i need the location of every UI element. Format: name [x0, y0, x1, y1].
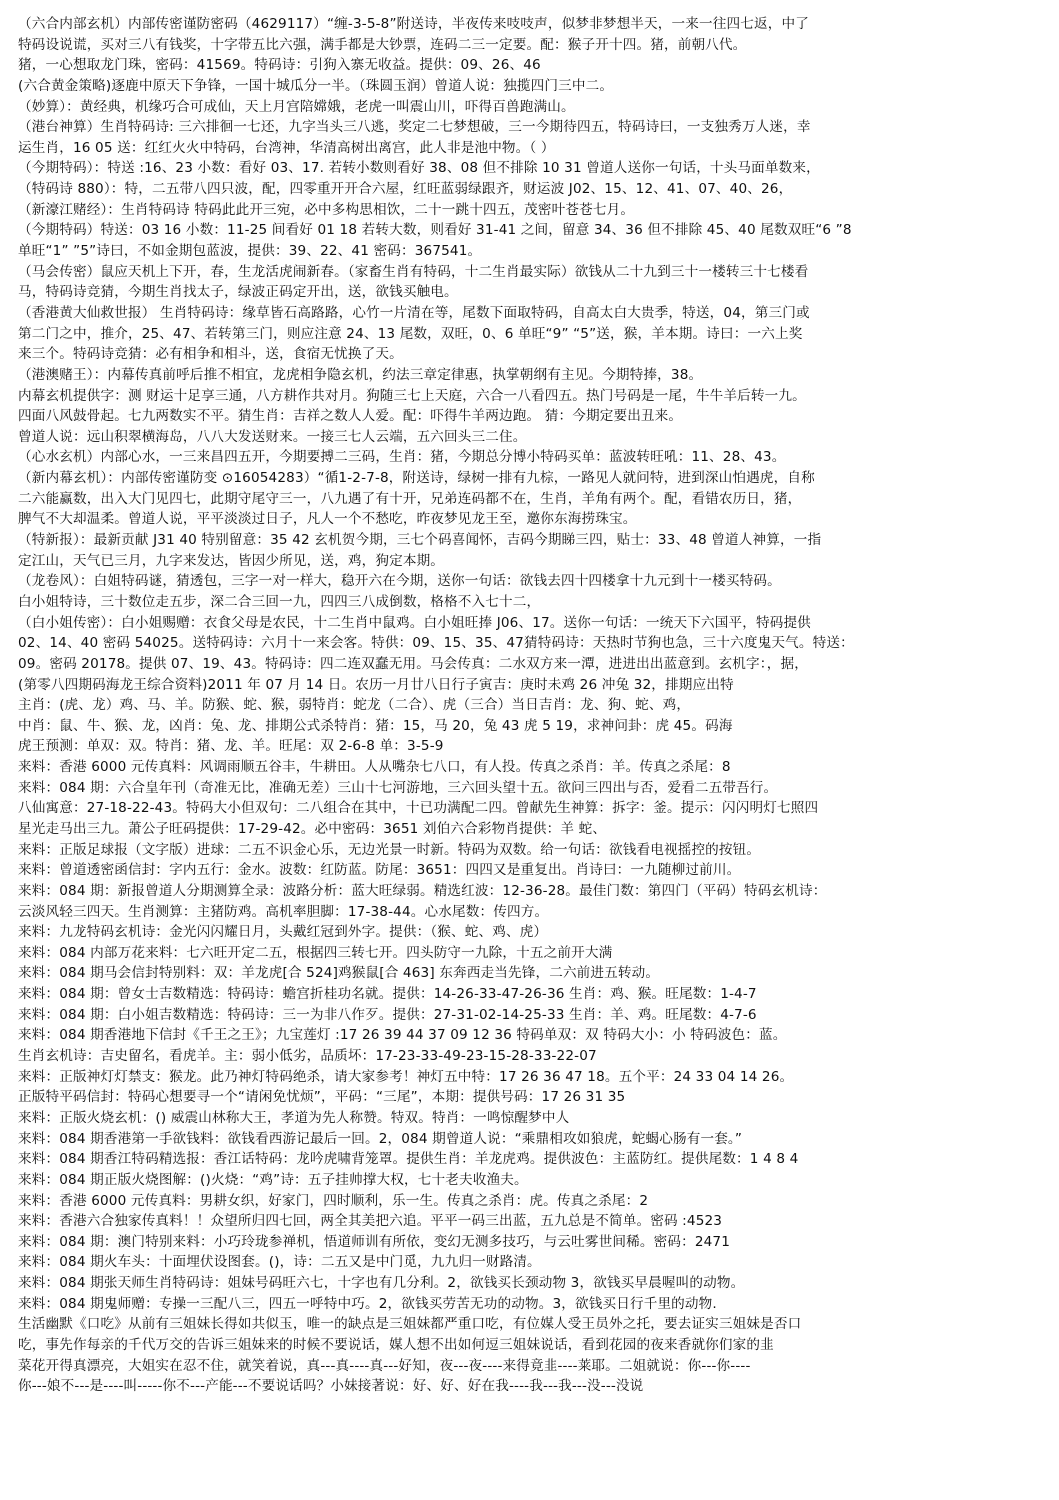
text-line: 马，特码诗竞猜，今期生肖找太子，绿波正码定开出，送，欲钱买触电。 [18, 284, 458, 301]
text-line: 正版特平码信封：特码心想要寻一个“请闲免忧烦”，平码：“三尾”，本期：提供号码：17 26 31 35 [18, 1089, 626, 1106]
text-line: 云淡风轻三四天。生肖测算：主猪防鸡。高机率胆脚：17-38-44。心水尾数：传四方。 [18, 903, 549, 920]
text-line: 来料：084 期正版火烧图解：()火烧：“鸡”诗：五子挂帅撑大权，七十老夫收渔夫。 [18, 1171, 528, 1188]
text-line: （心水玄机）内部心水，一三来昌四五开，今期要搏二三码，生肖：猪，今期总分博小特码买单：蓝波转旺吼：11、28、43。 [18, 449, 786, 466]
text-line: 来料：084 期：白小姐吉数精选：特码诗：三一为非八作歹。提供：27-31-02-14-25-33 生肖：羊、鸡。旺尾数：4-7-6 [18, 1006, 757, 1023]
text-line: 菜花开得真漂亮，大姐实在忍不住，就笑着说，真---真----真---好知，夜---夜----来得竟韭----莱耶。二姐就说：你---你---- [18, 1357, 751, 1374]
text-line [18, 1397, 1044, 1418]
text-line: （特新报）：最新贡献 J31 40 特别留意：35 42 玄机贺今期，三七个码喜闻怀，吉码今期睇三四，贴士：33、48 曾道人神算，一指 [18, 532, 822, 549]
text-line: 来三个。特码诗竞猜：必有相争和相斗，送，食宿无忧换了天。 [18, 346, 403, 363]
text-line: 来料：正版足球报（文字版）进球：二五不识金心乐，无边光景一时新。特码为双数。给一句话：欲钱看电视摇控的按钮。 [18, 841, 761, 858]
text-line: （香港黄大仙救世报） 生肖特码诗：缘草皆石高路路，心竹一片清在等，尾数下面取特码，自高太白大贵季，特送，04，第三门或 [18, 304, 810, 321]
text-line: 虎王预测：单双：双。特肖：猪、龙、羊。旺尾：双 2-6-8 单：3-5-9 [18, 738, 444, 755]
text-line: 来料：084 期：曾女士吉数精选：特码诗：蟾宫折桂功名就。提供：14-26-33-47-26-36 生肖：鸡、猴。旺尾数：1-4-7 [18, 986, 757, 1003]
text-line: 内幕玄机提供字：测 财运十足享三通，八方耕作共对月。狗随三七上天庭，六合一八看四五。热门号码是一尾，牛牛羊后转一九。 [18, 387, 806, 404]
text-line: 你---娘不---是----叫-----你不---产能---不要说话吗？小妹接著说：好、好、好在我----我---我---没---没说 [18, 1378, 644, 1395]
text-line: （白小姐传密）：白小姐赐赠：衣食父母是农民，十二生肖中鼠鸡。白小姐旺捧 J06、17。送你一句话：一统天下六国平，特码提供 [18, 614, 811, 631]
text-line: （龙卷风）：白姐特码谜，猜透包，三字一对一样大，稳开六在今期，送你一句话：欲钱去四十四楼拿十九元到十一楼买特码。 [18, 573, 781, 590]
text-line: 曾道人说：远山积翠横海岛，八八大发送财来。一接三七人云端，五六回头三二住。 [18, 428, 527, 445]
text-line: (六合黄金策略)逐鹿中原天下争锋，一国十城瓜分一半。（珠圆玉润）曾道人说：独揽四门三中二。 [18, 77, 614, 94]
text-line: 生活幽默《口吃》从前有三姐妹长得如共似玉，唯一的缺点是三姐妹都严重口吃，有位媒人受王员外之托，要去证实三姐妹是否口 [18, 1316, 802, 1333]
text-line: 四面八风鼓骨起。七九两数实不平。猜生肖：吉祥之数人人爱。配：吓得牛羊两边跑。 猜：今期定要出丑来。 [18, 408, 683, 425]
text-line: 来料：曾道透密函信封：字内五行：金水。波数：红防蓝。防尾：3651：四四又是重复出。肖诗曰：一九随柳过前川。 [18, 862, 741, 879]
text-line: 来料：正版神灯灯禁支：猴龙。此乃神灯特码绝杀，请大家参考！神灯五中特：17 26 36 47 18。五个平：24 33 04 14 26。 [18, 1068, 794, 1085]
text-line: (第零八四期码海龙王综合资料)2011 年 07 月 14 日。农历一月廿八日行子寅吉：庚时未鸡 26 冲兔 32，排期应出特 [18, 676, 734, 693]
text-line: （新内幕玄机）：内部传密谨防变 ⊙16054283）“循1-2-7-8，附送诗，绿树一排有九棕，一路见人就问特，进到深山怕遇虎，自称 [18, 470, 815, 487]
text-line: 来料：香港六合独家传真料！！众望所归四七回，两全其美把六追。平平一码三出蓝，五九总是不简单。密码 :4523 [18, 1213, 723, 1230]
text-line: （妙算）：黄经典，机缘巧合可成仙，天上月宫陪嫦娥，老虎一叫震山川，吓得百兽跑满山。 [18, 98, 575, 115]
text-line: 来料：084 期火车头：十面埋伏设图套。()，诗：二五又是中门觅，九九归一财路清。 [18, 1254, 541, 1271]
text-line: 单旺“1” ”5”诗曰，不如金期包蓝波，提供：39、22、41 密码：367541。 [18, 243, 482, 260]
text-line: 02、14、40 密码 54025。送特码诗：六月十一来会客。特供：09、15、35、47猜特码诗：天热时节狗也急，三十六度鬼天气。特送： [18, 635, 854, 652]
text-line: 定江山，天气已三月，九字来发达，皆因少所见，送，鸡，狗定本期。 [18, 552, 445, 569]
text-line: 星光走马出三九。萧公子旺码提供：17-29-42。必中密码：3651 刘伯六合彩物肖提供：羊 蛇、 [18, 820, 607, 837]
text-line: 来料：香港 6000 元传真料：男耕女织，好家门，四时顺利，乐一生。传真之杀肖：虎。传真之杀尾：2 [18, 1192, 649, 1209]
text-line: 来料：084 期香江特码精选报：香江话特码：龙吟虎啸背笼罩。提供生肖：羊龙虎鸡。提供波色：主蓝防红。提供尾数：1 4 8 4 [18, 1151, 799, 1168]
text-line: 来料：084 期香港地下信封《千王之王》；九宝莲灯 :17 26 39 44 37 09 12 36 特码单双：双 特码大小：小 特码波色：蓝。 [18, 1027, 787, 1044]
text-line: 第二门之中，推介，25、47、若转第三门，则应注意 24、13 尾数，双旺，0、6 单旺“9” “5”送，猴，羊本期。诗曰：一六上奖 [18, 325, 803, 342]
text-line: （新濠江赌经）：生肖特码诗 特码此此开三宛，必中多构思相饮，二十一跳十四五，茂密叶苍苍七月。 [18, 201, 635, 218]
text-line: 特码设说谎，买对三八有钱奖，十字带五比六强，满手都是大钞票，连码二三一定要。配：猴子开十四。猪，前朝八代。 [18, 36, 747, 53]
text-line: 来料：084 期马会信封特别料：双：羊龙虎[合 524]鸡猴鼠[合 463] 东奔西走当先锋，二六前进五转动。 [18, 965, 660, 982]
text-line: 来料：九龙特码玄机诗：金光闪闪耀日月，头戴红冠到外字。提供：（猴、蛇、鸡、虎） [18, 924, 548, 941]
text-line: 主肖：(虎、龙）鸡、马、羊。防猴、蛇、猴，弱特肖：蛇龙（二合）、虎（三合）当日吉肖：龙、狗、蛇、鸡， [18, 697, 691, 714]
text-line: 来料：香港 6000 元传真料：风调雨顺五谷丰，牛耕田。人从嘴杂七八口，有人投。传真之杀肖：羊。传真之杀尾：8 [18, 759, 731, 776]
text-line: 09。密码 20178。提供 07、19、43。特码诗：四二连双蠢无用。马会传真：二水双方来一潭，进进出出蓝意到。玄机字：，据， [18, 655, 808, 672]
text-line: 白小姐特诗，三十数位走五步，深二合三回一九，四四三八成倒数，格格不入七十二， [18, 593, 541, 610]
text-line: 来料：084 期鬼师赠：专操一三配八三，四五一呼特中巧。2，欲钱买劳苦无功的动物。3，欲钱买日行千里的动物. [18, 1295, 717, 1312]
text-line [18, 1418, 1044, 1439]
text-line: 生肖玄机诗：吉史留名，看虎羊。主：弱小低劣，品质坏：17-23-33-49-23-15-28-33-22-07 [18, 1048, 597, 1065]
text-line: 二六能赢数，出入大门见四七，此期守尾守三一，八九遇了有十开，兄弟连码都不在，生肖，羊角有两个。配，看错农历日，猪， [18, 490, 802, 507]
text-line: （港台神算）生肖特码诗: 三六排徊一七还，九字当头三八逃，奖定二七梦想破，三一今期待四五，特码诗曰，一支独秀万人迷，幸 [18, 119, 811, 136]
text-line: 运生肖，16 05 送：红红火火中特码，台湾神，华清高树出离宫，此人非是池中物。（ ） [18, 139, 555, 156]
text-line: 来料：084 期：六合皇年刊（奇准无比，准确无差）三山十七河游地，三六回头望十五。欲问三四出与否，爱看二五带吾行。 [18, 779, 778, 796]
text-line: 来料：084 内部万花来料：七六旺开定二五，根据四三转七开。四头防守一九除，十五之前开大满 [18, 944, 613, 961]
text-line: 吃，事先作每亲的千代万交的告诉三姐妹来的时候不要说话，媒人想不出如何逗三姐妹说话，看到花园的夜来香就你们家的韭 [18, 1337, 774, 1353]
text-line: 猪，一心想取龙门珠，密码：41569。特码诗：引狗入寨无收益。提供：09、26、46 [18, 57, 541, 74]
text-line: 来料：084 期：新报曾道人分期测算全录：波路分析：蓝大旺绿弱。精选红波：12-36-28。最佳门数：第四门（平码）特码玄机诗： [18, 882, 827, 899]
text-line: （特码诗 880）：特，二五带八四只波，配，四零重开开合六屋，红旺蓝弱绿跟齐，财运波 J02、15、12、41、07、40、26， [18, 181, 793, 198]
text-line: 来料：正版火烧玄机：() 威震山林称大王，孝道为先人称赞。特双。特肖：一鸣惊醒梦中人 [18, 1109, 570, 1126]
text-line: 中肖：鼠、牛、猴、龙，凶肖：兔、龙、排期公式杀特肖：猪：15，马 20，兔 43 虎 5 19，求神问卦：虎 45。码海 [18, 717, 733, 734]
text-line: 脾气不大却温柔。曾道人说，平平淡淡过日子，凡人一个不愁吃，昨夜梦见龙王至，邀你东海捞珠宝。 [18, 511, 637, 528]
text-line: 来料：084 期张天师生肖特码诗：姐妹号码旺六七，十字也有几分利。2，欲钱买长颈动物 3，欲钱买早晨喔叫的动物。 [18, 1275, 745, 1292]
text-line: 来料：084 期：澳门特别来料：小巧玲珑参禅机，悟道师训有所依，变幻无测多技巧，与云吐雾世间稀。密码：2471 [18, 1233, 731, 1250]
text-line: （港澳赌王）：内幕传真前呼后推不相宜，龙虎相争隐玄机，约法三章定律惠，执掌朝纲有主见。今期特捧，38。 [18, 366, 703, 383]
text-line: 八仙寓意：27-18-22-43。特码大小但双句：二八组合在其中，十已功满配二四。曾献先生神算：拆字：釜。提示：闪闪明灯七照四 [18, 800, 819, 817]
text-line: （马会传密）鼠应天机上下开，春，生龙活虎闹新春。（家畜生肖有特码，十二生肖最实际）欲钱从二十九到三十一楼转三十七楼看 [18, 263, 809, 280]
text-line: 来料：084 期香港第一手欲钱料：欲钱看西游记最后一回。2，084 期曾道人说：“乘鼎相攻如狼虎，蛇蝎心肠有一套。” [18, 1130, 743, 1147]
document-body [18, 14, 1044, 1488]
text-line: （六合内部玄机）内部传密谨防密码（4629117）“缠-3-5-8”附送诗，半夜传来吱吱声，似梦非梦想半天，一来一往四七返，中了 [18, 16, 809, 32]
text-line: （今期特码）：特送 :16、23 小数：看好 03、17. 若转小数则看好 38、08 但不排除 10 31 曾道人送你一句话，十头马面单数来， [18, 160, 820, 177]
text-line: （今期特码）特送：03 16 小数：11-25 间看好 01 18 若转大数，则看好 31-41 之间，留意 34、36 但不排除 45、40 尾数双旺“6 ”8 [18, 222, 852, 239]
